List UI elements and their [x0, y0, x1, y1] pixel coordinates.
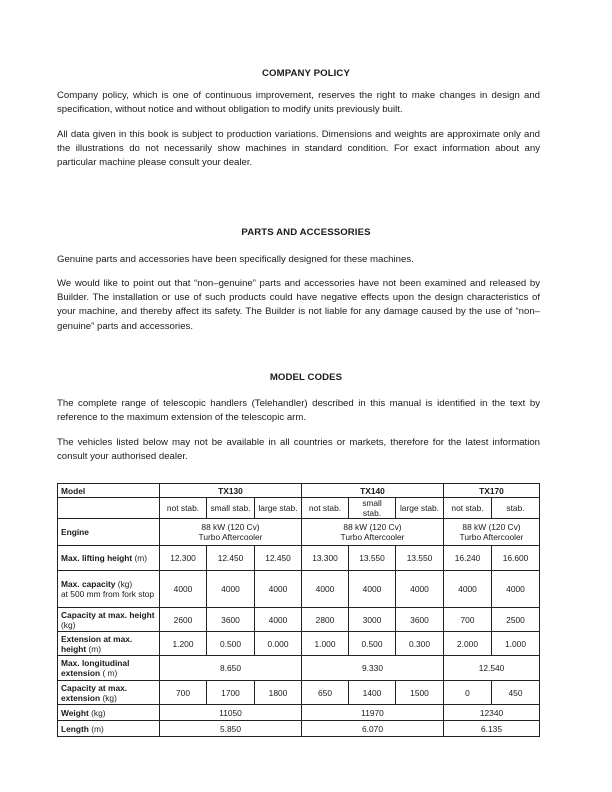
value-cell: 5.850 — [160, 721, 302, 737]
model-codes-paragraph-1: The complete range of telescopic handlers (Telehandler) described in this manual is identified in the text by reference to the maximum extension of the telescopic arm. — [57, 398, 540, 424]
model-tx170: TX170 — [444, 484, 540, 498]
value-cell: 4000 — [255, 608, 302, 632]
stab-cell: small stab. — [207, 498, 255, 519]
row-label: Extension at max. height (m) — [58, 632, 160, 656]
value-cell: 11970 — [302, 705, 444, 721]
stab-cell: not stab. — [160, 498, 207, 519]
row-label: Model — [58, 484, 160, 498]
value-cell: 1.000 — [492, 632, 540, 656]
row-label: Max. capacity (kg) at 500 mm from fork stop — [58, 571, 160, 608]
company-policy-paragraph-2: All data given in this book is subject to production variations. Dimensions and weights are approximate only and the illustrations do not necessarily show machines in standard condition. For exact information about any particular machine please consult your dealer. — [57, 129, 540, 169]
value-cell: 11050 — [160, 705, 302, 721]
value-cell: 4000 — [492, 571, 540, 608]
value-cell: 12.540 — [444, 656, 540, 681]
value-cell: 0.000 — [255, 632, 302, 656]
value-cell: 12340 — [444, 705, 540, 721]
value-cell: 1700 — [207, 681, 255, 705]
value-cell: 0.500 — [207, 632, 255, 656]
value-cell: 4000 — [207, 571, 255, 608]
value-cell: 700 — [444, 608, 492, 632]
value-cell: 0.300 — [396, 632, 444, 656]
table-row-stabilizers — [58, 498, 540, 519]
value-cell: 13.550 — [349, 546, 396, 571]
engine-cell: 88 kW (120 Cv) Turbo Aftercooler — [160, 519, 302, 546]
stab-cell: large stab. — [396, 498, 444, 519]
table-row-max-longitudinal-extension — [58, 656, 540, 681]
model-codes-table — [57, 483, 540, 737]
empty-cell — [58, 498, 160, 519]
value-cell: 13.550 — [396, 546, 444, 571]
value-cell: 4000 — [160, 571, 207, 608]
value-cell: 450 — [492, 681, 540, 705]
value-cell: 1500 — [396, 681, 444, 705]
table-row-extension-max-height — [58, 632, 540, 656]
value-cell: 1800 — [255, 681, 302, 705]
company-policy-paragraph-1: Company policy, which is one of continuous improvement, reserves the right to make changes in design and specification, without notice and without obligation to modify units previously built. — [57, 90, 540, 116]
stab-cell: not stab. — [444, 498, 492, 519]
value-cell: 3600 — [396, 608, 444, 632]
row-label: Engine — [58, 519, 160, 546]
engine-cell: 88 kW (120 Cv) Turbo Aftercooler — [444, 519, 540, 546]
stab-cell: not stab. — [302, 498, 349, 519]
row-label: Weight (kg) — [58, 705, 160, 721]
model-tx140: TX140 — [302, 484, 444, 498]
value-cell: 2800 — [302, 608, 349, 632]
value-cell: 12.300 — [160, 546, 207, 571]
value-cell: 4000 — [349, 571, 396, 608]
model-codes-heading: MODEL CODES — [269, 372, 343, 383]
stab-cell: large stab. — [255, 498, 302, 519]
value-cell: 12.450 — [207, 546, 255, 571]
model-tx130: TX130 — [160, 484, 302, 498]
value-cell: 2.000 — [444, 632, 492, 656]
value-cell: 700 — [160, 681, 207, 705]
parts-accessories-paragraph-2: We would like to point out that “non–genuine” parts and accessories have not been examined and released by Builder. The installation or use of such products could have negative effects upon the design characteristics of your machine, and thereby affect its safety. The Builder is not liable for any damage caused by the use of “non–genuine” parts and accessories. — [57, 278, 540, 332]
value-cell: 2500 — [492, 608, 540, 632]
table-row-max-lifting-height — [58, 546, 540, 571]
value-cell: 4000 — [444, 571, 492, 608]
value-cell: 6.070 — [302, 721, 444, 737]
value-cell: 2600 — [160, 608, 207, 632]
table-row-capacity-max-height — [58, 608, 540, 632]
table-row-engine — [58, 519, 540, 546]
value-cell: 0 — [444, 681, 492, 705]
value-cell: 0.500 — [349, 632, 396, 656]
value-cell: 1.200 — [160, 632, 207, 656]
table-row-max-capacity — [58, 571, 540, 608]
engine-cell: 88 kW (120 Cv) Turbo Aftercooler — [302, 519, 444, 546]
value-cell: 3600 — [207, 608, 255, 632]
value-cell: 650 — [302, 681, 349, 705]
stab-cell: stab. — [492, 498, 540, 519]
value-cell: 8.650 — [160, 656, 302, 681]
value-cell: 13.300 — [302, 546, 349, 571]
row-label: Capacity at max. extension (kg) — [58, 681, 160, 705]
table-row-model — [58, 484, 540, 498]
value-cell: 12.450 — [255, 546, 302, 571]
value-cell: 4000 — [255, 571, 302, 608]
row-label: Length (m) — [58, 721, 160, 737]
value-cell: 6.135 — [444, 721, 540, 737]
parts-accessories-heading: PARTS AND ACCESSORIES — [241, 227, 371, 238]
stab-cell: small stab. — [349, 498, 396, 519]
value-cell: 16.600 — [492, 546, 540, 571]
table-row-capacity-max-extension — [58, 681, 540, 705]
value-cell: 3000 — [349, 608, 396, 632]
row-label: Capacity at max. height (kg) — [58, 608, 160, 632]
value-cell: 4000 — [396, 571, 444, 608]
value-cell: 16.240 — [444, 546, 492, 571]
table-row-length — [58, 721, 540, 737]
value-cell: 1.000 — [302, 632, 349, 656]
parts-accessories-paragraph-1: Genuine parts and accessories have been specifically designed for these machines. — [57, 254, 414, 265]
value-cell: 4000 — [302, 571, 349, 608]
company-policy-heading: COMPANY POLICY — [262, 68, 350, 79]
value-cell: 9.330 — [302, 656, 444, 681]
row-label: Max. longitudinal extension ( m) — [58, 656, 160, 681]
model-codes-paragraph-2: The vehicles listed below may not be available in all countries or markets, therefore for the latest information consult your authorised dealer. — [57, 437, 540, 463]
value-cell: 1400 — [349, 681, 396, 705]
table-row-weight — [58, 705, 540, 721]
row-label: Max. lifting height (m) — [58, 546, 160, 571]
